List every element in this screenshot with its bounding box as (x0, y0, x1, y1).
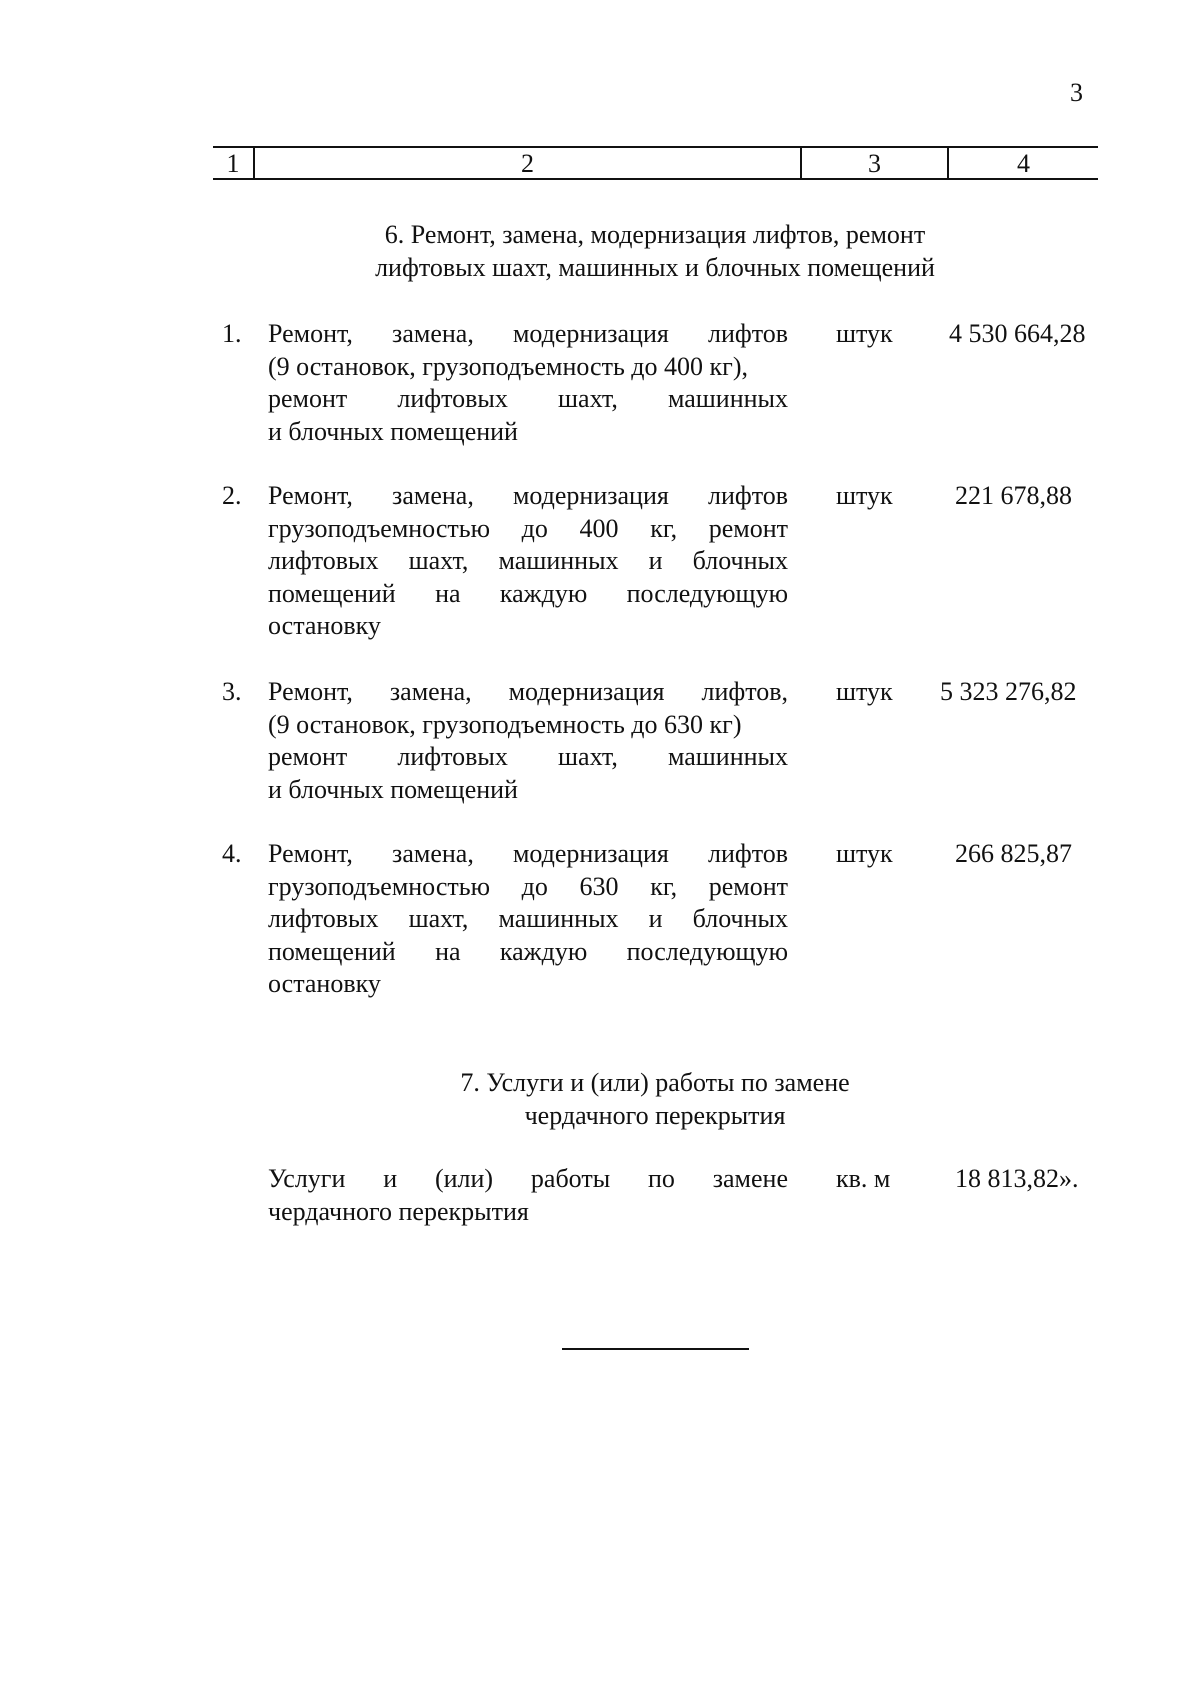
row-4-number: 4. (222, 839, 242, 868)
section-6-heading-line-1: 6. Ремонт, замена, модернизация лифтов, ремонт (384, 220, 926, 249)
section-7-value: 18 813,82». (955, 1164, 1079, 1193)
row-1-value: 4 530 664,28 (949, 319, 1086, 348)
row-2-line: остановку (268, 611, 381, 640)
row-3-line: (9 остановок, грузоподъемность до 630 кг) (268, 709, 742, 739)
row-1-line: (9 остановок, грузоподъемность до 400 кг), (268, 351, 748, 381)
row-2-description (268, 480, 788, 643)
section-7-unit: кв. м (836, 1164, 891, 1193)
closing-rule (562, 1348, 749, 1350)
row-2-line: лифтовых шахт, машинных и блочных (268, 546, 788, 575)
column-header-2: 2 (521, 149, 534, 178)
row-3-number: 3. (222, 677, 242, 706)
row-1-line: ремонт лифтовых шахт, машинных (268, 384, 788, 413)
row-3-value: 5 323 276,82 (940, 677, 1077, 706)
row-1-unit: штук (836, 319, 893, 348)
column-header-3: 3 (868, 149, 881, 178)
row-1-number: 1. (222, 319, 242, 348)
row-2-line: помещений на каждую последующую (268, 578, 788, 608)
row-2-line: грузоподъемностью до 400 кг, ремонт (268, 513, 788, 543)
row-4-line: Ремонт, замена, модернизация лифтов (268, 839, 788, 868)
section-7-description (268, 1163, 788, 1228)
section-7-line: Услуги и (или) работы по замене (268, 1164, 788, 1193)
row-2-number: 2. (222, 481, 242, 510)
row-1-description (268, 318, 788, 448)
section-7-line: чердачного перекрытия (268, 1196, 529, 1226)
section-6-heading (300, 218, 1010, 284)
column-header-table (213, 146, 1098, 180)
row-4-line: лифтовых шахт, машинных и блочных (268, 904, 788, 933)
section-6-heading-line-2: лифтовых шахт, машинных и блочных помещений (375, 253, 935, 282)
row-4-line: грузоподъемностью до 630 кг, ремонт (268, 871, 788, 901)
row-2-unit: штук (836, 481, 893, 510)
section-7-heading (350, 1066, 960, 1132)
row-4-unit: штук (836, 839, 893, 868)
row-1-line: и блочных помещений (268, 416, 518, 446)
row-3-line: ремонт лифтовых шахт, машинных (268, 742, 788, 771)
row-1-line: Ремонт, замена, модернизация лифтов (268, 319, 788, 348)
section-7-heading-line-1: 7. Услуги и (или) работы по замене (460, 1068, 850, 1097)
row-3-line: Ремонт, замена, модернизация лифтов, (268, 677, 788, 706)
row-2-line: Ремонт, замена, модернизация лифтов (268, 481, 788, 510)
row-4-line: остановку (268, 969, 381, 998)
section-7-heading-line-2: чердачного перекрытия (524, 1101, 786, 1130)
row-4-description (268, 838, 788, 1001)
row-3-line: и блочных помещений (268, 774, 518, 804)
row-4-line: помещений на каждую последующую (268, 936, 788, 966)
row-3-description (268, 676, 788, 806)
column-header-1: 1 (226, 149, 240, 178)
column-header-4: 4 (1017, 149, 1030, 178)
row-4-value: 266 825,87 (955, 839, 1072, 868)
page-number: 3 (1070, 78, 1083, 107)
row-3-unit: штук (836, 677, 893, 706)
row-2-value: 221 678,88 (955, 481, 1072, 510)
